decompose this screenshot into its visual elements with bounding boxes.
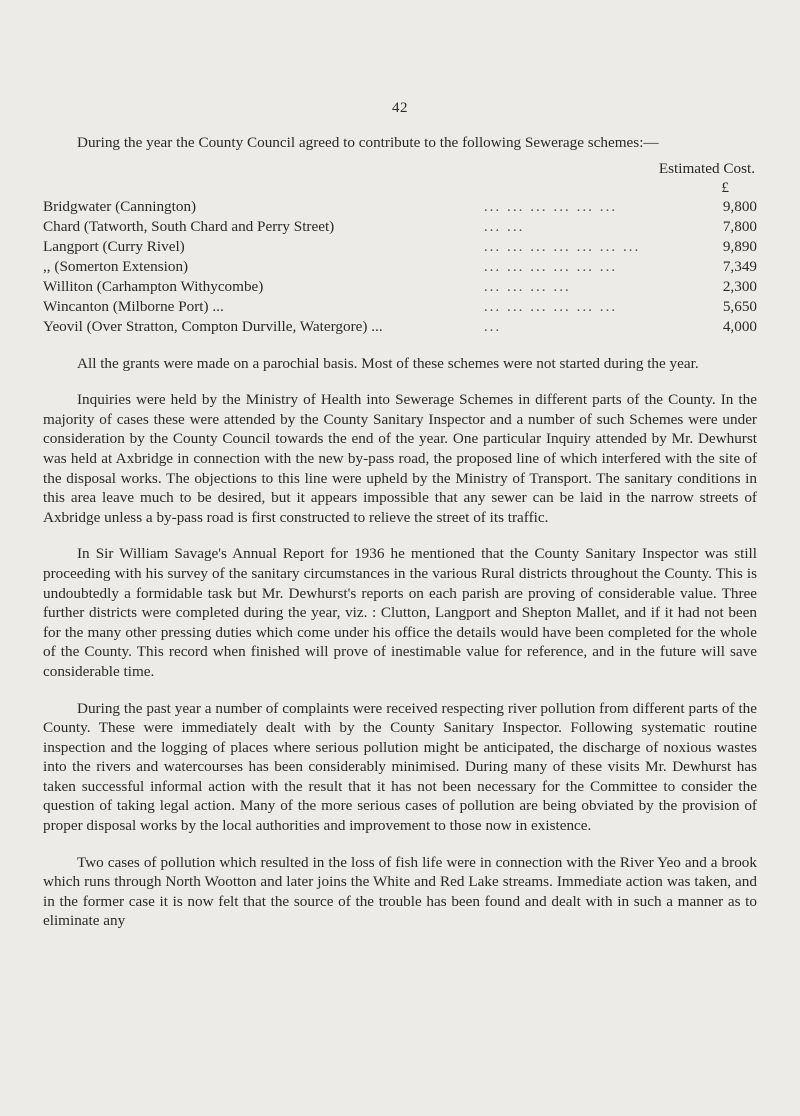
- dot-leader: ... ... ... ...: [483, 277, 571, 295]
- table-row: [43, 257, 757, 277]
- intro-paragraph: During the year the County Council agreed to contribute to the following Sewerage schemes:—: [77, 134, 659, 151]
- estimated-cost: 7,800: [722, 217, 757, 235]
- estimated-cost: 2,300: [722, 277, 757, 295]
- dot-leader: ... ... ... ... ... ...: [483, 197, 618, 215]
- dot-leader: ... ... ... ... ... ...: [483, 297, 618, 315]
- cost-header-label: Estimated Cost.: [658, 159, 755, 177]
- table-row: [43, 217, 757, 237]
- dot-leader: ... ... ... ... ... ...: [483, 257, 618, 275]
- sewerage-schemes-table: [43, 197, 757, 337]
- scheme-name: Yeovil (Over Stratton, Compton Durville, Watergore) ...: [43, 317, 383, 335]
- paragraph-river-pollution: During the past year a number of complaints were received respecting river pollution from different parts of the County. These were immediately dealt with by the County Sanitary Inspector. Following systematic routine inspection and the logging of places where serious pollution might be anticipated, the discharge of noxious wastes into the rivers and watercourses has been considerably minimised. During many of these visits Mr. Dewhurst has taken successful informal action with the result that it has not been necessary for the Committee to consider the question of taking legal action. Many of the more serious cases of pollution are being obviated by the provision of proper disposal works by the local authorities and improvement to those now in existence.: [43, 699, 757, 835]
- estimated-cost: 9,890: [722, 237, 757, 255]
- estimated-cost: 9,800: [722, 197, 757, 215]
- estimated-cost: 5,650: [722, 297, 757, 315]
- paragraph-grants: All the grants were made on a parochial basis. Most of these schemes were not started during the year.: [77, 354, 699, 372]
- scheme-name: Williton (Carhampton Withycombe): [43, 277, 264, 295]
- scheme-name: Wincanton (Milborne Port) ...: [43, 297, 224, 315]
- document-body: [43, 133, 757, 931]
- dot-leader: ... ...: [483, 217, 525, 235]
- currency-symbol: £: [721, 178, 729, 196]
- table-row: [43, 297, 757, 317]
- table-row: [43, 277, 757, 297]
- scheme-name: Langport (Curry Rivel): [43, 237, 185, 255]
- estimated-cost: 4,000: [722, 317, 757, 335]
- dot-leader: ...: [483, 317, 502, 335]
- paragraph-annual-report: In Sir William Savage's Annual Report for 1936 he mentioned that the County Sanitary Inspector was still proceeding with his survey of the sanitary circumstances in the various Rural districts throughout the County. This is undoubtedly a formidable task but Mr. Dewhurst's reports on each parish are proving of considerable value. Three further districts were completed during the year, viz. : Clutton, Langport and Shepton Mallet, and if it had not been for the many other pressing duties which come under his office the details would have been completed for the whole of the County. This record when finished will prove of inestimable value for reference, and in the future will save considerable time.: [43, 545, 757, 680]
- scheme-name: ,, (Somerton Extension): [43, 257, 189, 275]
- estimated-cost: 7,349: [722, 257, 757, 275]
- table-row: [43, 197, 757, 217]
- dot-leader: ... ... ... ... ... ... ...: [483, 237, 641, 255]
- paragraph-inquiries: Inquiries were held by the Ministry of Health into Sewerage Schemes in different parts of the County. In the majority of cases these were attended by the County Sanitary Inspector and a number of such Schemes were under consideration by the County Council towards the end of the year. One particular Inquiry attended by Mr. Dewhurst was held at Axbridge in connection with the new by-pass road, the proposed line of which interfered with the site of the disposal works. The objections to this line were upheld by the Ministry of Transport. The sanitary conditions in this area leave much to be desired, but it appears impossible that any sewer can be laid in the narrow streets of Axbridge unless a by-pass road is first constructed to relieve the street of its traffic.: [43, 391, 757, 526]
- paragraph-fish-life: Two cases of pollution which resulted in the loss of fish life were in connection with the River Yeo and a brook which runs through North Wootton and later joins the White and Red Lake streams. Immediate action was taken, and in the former case it is now felt that the source of the trouble has been found and dealt with in such a manner as to eliminate any: [43, 853, 757, 930]
- scheme-name: Bridgwater (Cannington): [43, 197, 197, 215]
- scheme-name: Chard (Tatworth, South Chard and Perry Street): [43, 217, 335, 235]
- page-number: 42: [392, 100, 408, 116]
- cost-column-header: [43, 159, 757, 197]
- table-row: [43, 237, 757, 257]
- table-row: [43, 317, 757, 337]
